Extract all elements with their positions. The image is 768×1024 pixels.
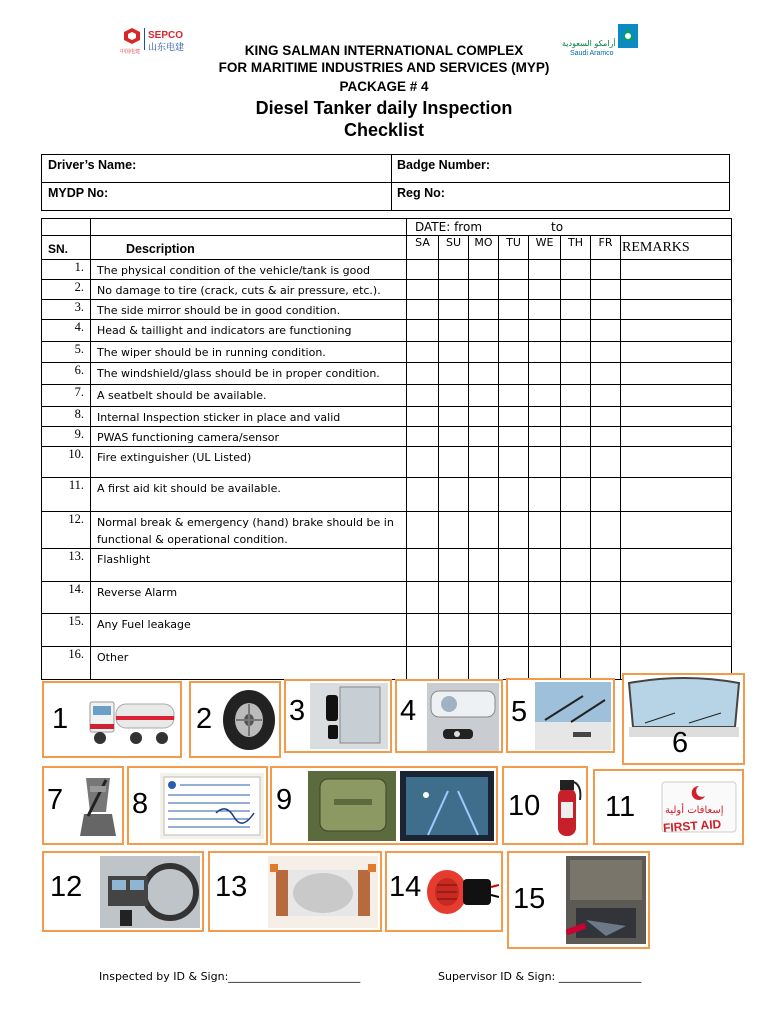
day-check-cell[interactable] — [439, 300, 469, 320]
svg-text:SEPCO: SEPCO — [148, 30, 184, 41]
day-check-cell[interactable] — [407, 478, 439, 512]
day-check-cell[interactable] — [499, 582, 529, 614]
day-check-cell[interactable] — [499, 385, 529, 407]
remarks-cell[interactable] — [621, 407, 732, 427]
day-check-cell[interactable] — [529, 363, 561, 385]
row-description: Fire extinguisher (UL Listed) — [91, 447, 407, 478]
photo-box-7 — [42, 766, 124, 845]
inspection-checklist-table — [41, 218, 732, 680]
day-check-cell[interactable] — [561, 549, 591, 582]
table-row — [42, 385, 732, 407]
remarks-cell[interactable] — [621, 300, 732, 320]
day-check-cell[interactable] — [407, 407, 439, 427]
row-sn: 11. — [42, 478, 91, 512]
row-description: Flashlight — [91, 549, 407, 582]
row-description: Internal Inspection sticker in place and valid — [91, 407, 407, 427]
sepco-emblem-icon — [124, 28, 140, 44]
day-check-cell[interactable] — [407, 363, 439, 385]
day-header-fr: FR — [591, 236, 621, 260]
day-check-cell[interactable] — [591, 342, 621, 363]
day-check-cell[interactable] — [561, 385, 591, 407]
day-check-cell[interactable] — [469, 320, 499, 342]
day-check-cell[interactable] — [591, 447, 621, 478]
day-check-cell[interactable] — [561, 300, 591, 320]
day-check-cell[interactable] — [407, 427, 439, 447]
day-check-cell[interactable] — [469, 342, 499, 363]
day-check-cell[interactable] — [591, 260, 621, 280]
day-check-cell[interactable] — [561, 478, 591, 512]
day-check-cell[interactable] — [469, 478, 499, 512]
day-check-cell[interactable] — [499, 447, 529, 478]
day-check-cell[interactable] — [407, 280, 439, 300]
day-check-cell[interactable] — [469, 300, 499, 320]
table-row — [42, 320, 732, 342]
row-description: The windshield/glass should be in proper condition. — [91, 363, 407, 385]
day-check-cell[interactable] — [529, 447, 561, 478]
day-check-cell[interactable] — [561, 363, 591, 385]
row-description: No damage to tire (crack, cuts & air pressure, etc.). — [91, 280, 407, 300]
day-check-cell[interactable] — [469, 647, 499, 680]
day-check-cell[interactable] — [439, 407, 469, 427]
flashlight-icon — [268, 856, 378, 933]
photo-box-15 — [507, 851, 650, 949]
inspection-sticker-icon — [160, 773, 264, 844]
row-sn: 1. — [42, 260, 91, 280]
brake-dashboard-icon — [100, 856, 200, 933]
day-check-cell[interactable] — [439, 549, 469, 582]
photo-number: 14 — [389, 871, 422, 903]
day-check-cell[interactable] — [591, 647, 621, 680]
day-check-cell[interactable] — [561, 614, 591, 647]
day-check-cell[interactable] — [439, 427, 469, 447]
remarks-cell[interactable] — [621, 280, 732, 300]
day-check-cell[interactable] — [407, 614, 439, 647]
driver-name-field[interactable]: Driver’s Name: — [48, 158, 137, 172]
row-description: Any Fuel leakage — [91, 614, 407, 647]
remarks-cell[interactable] — [621, 549, 732, 582]
day-check-cell[interactable] — [499, 260, 529, 280]
photo-number: 4 — [400, 695, 417, 727]
header-line-3: PACKAGE # 4 — [339, 79, 429, 94]
day-check-cell[interactable] — [561, 280, 591, 300]
day-check-cell[interactable] — [407, 549, 439, 582]
day-check-cell[interactable] — [591, 582, 621, 614]
photo-box-6 — [622, 673, 745, 765]
sn-header: SN. — [42, 236, 91, 260]
day-check-cell[interactable] — [591, 549, 621, 582]
day-check-cell[interactable] — [407, 385, 439, 407]
photo-number: 9 — [276, 784, 293, 816]
day-check-cell[interactable] — [407, 647, 439, 680]
day-check-cell[interactable] — [499, 300, 529, 320]
day-check-cell[interactable] — [499, 647, 529, 680]
side-mirror-icon — [310, 683, 388, 754]
day-check-cell[interactable] — [469, 447, 499, 478]
day-check-cell[interactable] — [439, 614, 469, 647]
photo-number: 13 — [215, 871, 248, 903]
svg-text:山东电建: 山东电建 — [148, 43, 185, 53]
reg-no-field[interactable]: Reg No: — [397, 186, 445, 200]
day-check-cell[interactable] — [561, 512, 591, 549]
photo-number: 11 — [605, 791, 636, 823]
day-check-cell[interactable] — [469, 407, 499, 427]
table-row — [42, 280, 732, 300]
photo-number: 10 — [508, 790, 541, 822]
row-sn: 9. — [42, 427, 91, 447]
table-row — [42, 447, 732, 478]
tire-icon — [221, 689, 277, 756]
day-check-cell[interactable] — [439, 582, 469, 614]
date-from-label[interactable]: DATE: from — [415, 220, 483, 234]
table-row — [42, 512, 732, 549]
photo-box-13 — [208, 851, 382, 932]
inspected-by-signature[interactable]: Inspected by ID & Sign:________________________ — [99, 970, 361, 983]
table-row — [42, 614, 732, 647]
remarks-cell[interactable] — [621, 614, 732, 647]
photo-number: 12 — [50, 871, 83, 903]
day-check-cell[interactable] — [561, 260, 591, 280]
row-sn: 15. — [42, 614, 91, 647]
fire-extinguisher-icon — [550, 772, 584, 845]
table-row — [42, 260, 732, 280]
day-check-cell[interactable] — [439, 260, 469, 280]
day-check-cell[interactable] — [407, 512, 439, 549]
row-sn: 3. — [42, 300, 91, 320]
photo-number: 1 — [52, 703, 69, 735]
day-check-cell[interactable] — [439, 320, 469, 342]
day-check-cell[interactable] — [469, 512, 499, 549]
table-row — [42, 478, 732, 512]
photo-number: 8 — [132, 788, 149, 820]
headlight-icon — [427, 683, 499, 756]
date-to-label[interactable]: to — [551, 220, 564, 234]
day-header-mo: MO — [469, 236, 499, 260]
day-check-cell[interactable] — [439, 280, 469, 300]
photo-number: 5 — [511, 696, 528, 728]
remarks-cell[interactable] — [621, 260, 732, 280]
day-check-cell[interactable] — [499, 280, 529, 300]
supervisor-signature[interactable]: Supervisor ID & Sign: _______________ — [438, 970, 642, 983]
day-check-cell[interactable] — [499, 320, 529, 342]
day-check-cell[interactable] — [469, 280, 499, 300]
first-aid-arabic-text: إسعافات أولية — [665, 805, 724, 816]
day-check-cell[interactable] — [499, 512, 529, 549]
day-check-cell[interactable] — [469, 363, 499, 385]
remarks-cell[interactable] — [621, 478, 732, 512]
day-check-cell[interactable] — [529, 512, 561, 549]
header-row — [42, 236, 732, 260]
row-sn: 7. — [42, 385, 91, 407]
day-header-tu: TU — [499, 236, 529, 260]
row-description: Head & taillight and indicators are functioning — [91, 320, 407, 342]
seatbelt-icon — [76, 772, 120, 845]
photo-box-2 — [189, 681, 281, 758]
day-check-cell[interactable] — [529, 582, 561, 614]
photo-number: 2 — [196, 703, 213, 735]
row-description: Other — [91, 647, 407, 680]
photo-box-10 — [502, 766, 588, 845]
row-sn: 2. — [42, 280, 91, 300]
day-check-cell[interactable] — [407, 582, 439, 614]
day-check-cell[interactable] — [591, 427, 621, 447]
description-header: Description — [91, 236, 407, 260]
row-description: PWAS functioning camera/sensor — [91, 427, 407, 447]
day-check-cell[interactable] — [529, 647, 561, 680]
photo-number: 15 — [513, 883, 546, 915]
badge-number-field[interactable]: Badge Number: — [397, 158, 491, 172]
day-check-cell[interactable] — [529, 280, 561, 300]
day-check-cell[interactable] — [439, 447, 469, 478]
row-sn: 6. — [42, 363, 91, 385]
day-check-cell[interactable] — [469, 385, 499, 407]
day-check-cell[interactable] — [469, 549, 499, 582]
day-check-cell[interactable] — [499, 363, 529, 385]
row-sn: 14. — [42, 582, 91, 614]
row-description: A first aid kit should be available. — [91, 478, 407, 512]
svg-text:أرامكو السعودية: أرامكو السعودية — [562, 39, 616, 48]
day-check-cell[interactable] — [561, 320, 591, 342]
day-check-cell[interactable] — [439, 647, 469, 680]
header-line-2: FOR MARITIME INDUSTRIES AND SERVICES (MYP) — [218, 60, 550, 75]
photo-number: 6 — [672, 727, 689, 759]
day-check-cell[interactable] — [407, 300, 439, 320]
remarks-header: REMARKS — [621, 236, 732, 260]
day-check-cell[interactable] — [499, 478, 529, 512]
day-check-cell[interactable] — [439, 363, 469, 385]
table-row — [42, 342, 732, 363]
remarks-cell[interactable] — [621, 427, 732, 447]
photo-box-1 — [42, 681, 182, 758]
day-check-cell[interactable] — [407, 342, 439, 363]
row-description: The side mirror should be in good condition. — [91, 300, 407, 320]
day-check-cell[interactable] — [529, 260, 561, 280]
date-row — [42, 219, 732, 236]
photo-box-3 — [284, 679, 392, 753]
svg-text:中国电建: 中国电建 — [120, 49, 141, 55]
photo-box-11 — [593, 769, 744, 845]
day-check-cell[interactable] — [499, 427, 529, 447]
day-check-cell[interactable] — [561, 582, 591, 614]
day-check-cell[interactable] — [529, 342, 561, 363]
row-sn: 13. — [42, 549, 91, 582]
table-row — [42, 549, 732, 582]
day-check-cell[interactable] — [499, 342, 529, 363]
day-check-cell[interactable] — [439, 342, 469, 363]
table-row — [42, 407, 732, 427]
day-check-cell[interactable] — [529, 407, 561, 427]
day-check-cell[interactable] — [561, 427, 591, 447]
row-description: The physical condition of the vehicle/tank is good — [91, 260, 407, 280]
photo-box-9 — [270, 766, 498, 845]
remarks-cell[interactable] — [621, 582, 732, 614]
mydp-no-field[interactable]: MYDP No: — [48, 186, 109, 200]
day-check-cell[interactable] — [561, 407, 591, 427]
photo-box-12 — [42, 851, 204, 932]
day-check-cell[interactable] — [561, 647, 591, 680]
day-check-cell[interactable] — [529, 300, 561, 320]
day-check-cell[interactable] — [529, 320, 561, 342]
row-sn: 5. — [42, 342, 91, 363]
day-check-cell[interactable] — [499, 549, 529, 582]
day-check-cell[interactable] — [407, 447, 439, 478]
photo-box-4 — [395, 679, 503, 753]
table-row — [42, 582, 732, 614]
table-row — [42, 427, 732, 447]
day-check-cell[interactable] — [591, 385, 621, 407]
day-check-cell[interactable] — [439, 478, 469, 512]
row-description: The wiper should be in running condition. — [91, 342, 407, 363]
day-check-cell[interactable] — [469, 260, 499, 280]
row-sn: 16. — [42, 647, 91, 680]
day-check-cell[interactable] — [591, 512, 621, 549]
day-check-cell[interactable] — [469, 614, 499, 647]
first-aid-text: FIRST AID — [662, 816, 722, 836]
row-sn: 4. — [42, 320, 91, 342]
header-line-1: KING SALMAN INTERNATIONAL COMPLEX — [244, 43, 524, 58]
remarks-cell[interactable] — [621, 385, 732, 407]
day-check-cell[interactable] — [529, 549, 561, 582]
table-row — [42, 363, 732, 385]
document-title-line-2: Checklist — [343, 120, 425, 140]
photo-box-8 — [127, 766, 268, 845]
row-description: A seatbelt should be available. — [91, 385, 407, 407]
row-sn: 10. — [42, 447, 91, 478]
driver-info-table — [41, 154, 730, 211]
pwas-camera-icon — [308, 771, 494, 846]
remarks-cell[interactable] — [621, 363, 732, 385]
day-header-we: WE — [529, 236, 561, 260]
photo-box-14 — [385, 851, 503, 932]
fuel-leak-icon — [566, 856, 646, 949]
day-check-cell[interactable] — [591, 320, 621, 342]
day-check-cell[interactable] — [591, 614, 621, 647]
day-check-cell[interactable] — [529, 614, 561, 647]
day-check-cell[interactable] — [591, 363, 621, 385]
day-header-su: SU — [439, 236, 469, 260]
day-check-cell[interactable] — [561, 342, 591, 363]
day-check-cell[interactable] — [591, 300, 621, 320]
day-check-cell[interactable] — [469, 427, 499, 447]
photo-box-5 — [506, 678, 615, 753]
row-description: Normal break & emergency (hand) brake should be in functional & operational condition. — [91, 512, 407, 549]
photo-number: 3 — [289, 695, 306, 727]
day-header-th: TH — [561, 236, 591, 260]
remarks-cell[interactable] — [621, 342, 732, 363]
wiper-icon — [535, 682, 611, 755]
reverse-alarm-icon — [423, 865, 499, 924]
remarks-cell[interactable] — [621, 447, 732, 478]
day-check-cell[interactable] — [591, 407, 621, 427]
row-sn: 8. — [42, 407, 91, 427]
tanker-truck-icon — [86, 692, 178, 752]
day-check-cell[interactable] — [529, 427, 561, 447]
row-sn: 12. — [42, 512, 91, 549]
day-check-cell[interactable] — [591, 478, 621, 512]
document-title-line-1: Diesel Tanker daily Inspection — [255, 98, 513, 118]
day-check-cell[interactable] — [529, 478, 561, 512]
day-check-cell[interactable] — [499, 614, 529, 647]
day-check-cell[interactable] — [439, 385, 469, 407]
day-header-sa: SA — [407, 236, 439, 260]
day-check-cell[interactable] — [407, 320, 439, 342]
day-check-cell[interactable] — [469, 582, 499, 614]
remarks-cell[interactable] — [621, 320, 732, 342]
day-check-cell[interactable] — [439, 512, 469, 549]
remarks-cell[interactable] — [621, 512, 732, 549]
table-row — [42, 300, 732, 320]
day-check-cell[interactable] — [591, 280, 621, 300]
svg-text:Saudi Aramco: Saudi Aramco — [570, 50, 614, 57]
day-check-cell[interactable] — [561, 447, 591, 478]
row-description: Reverse Alarm — [91, 582, 407, 614]
day-check-cell[interactable] — [499, 407, 529, 427]
day-check-cell[interactable] — [407, 260, 439, 280]
day-check-cell[interactable] — [529, 385, 561, 407]
photo-number: 7 — [47, 784, 64, 816]
